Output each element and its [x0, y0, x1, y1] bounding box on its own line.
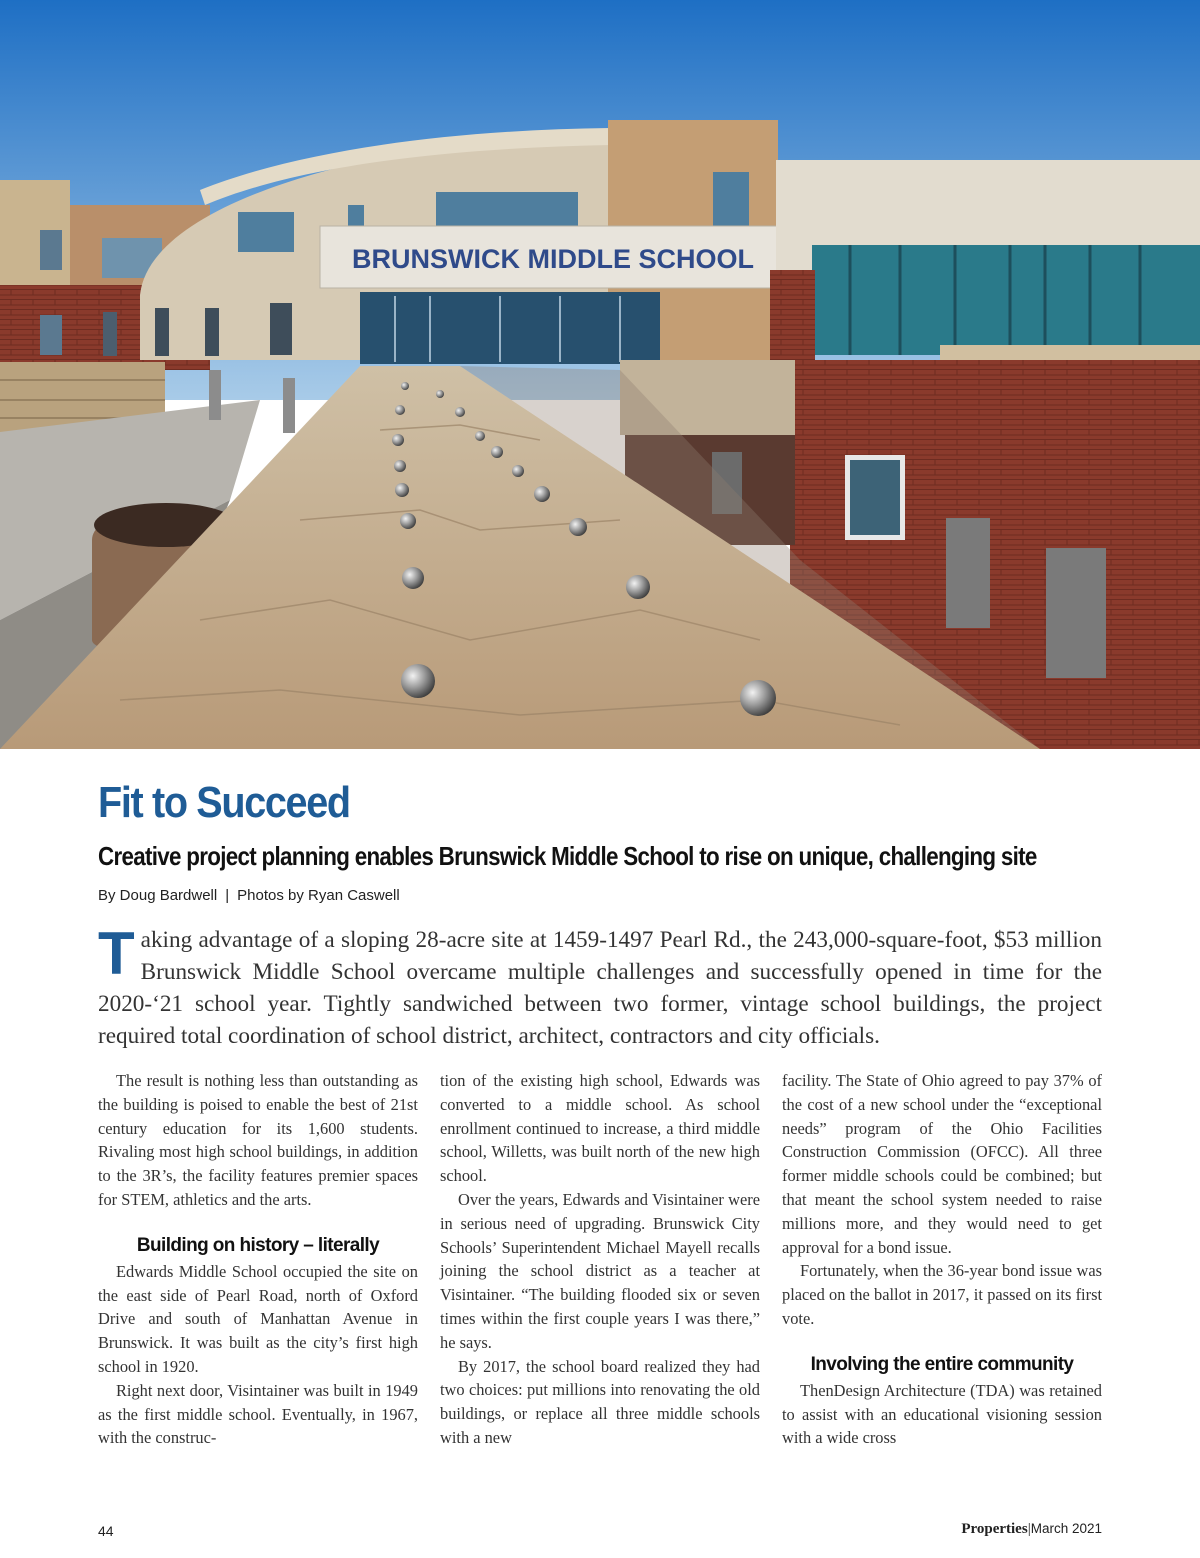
- publication-footer: [961, 1521, 1102, 1538]
- paragraph: Over the years, Edwards and Visintainer were in serious need of upgrading. Brunswick City Schools’ Superintendent Michael Mayell recalls joining the school district as a teacher at Visintainer. “The building flooded six or seven times within the first couple years I was there,” he says.: [440, 1189, 760, 1352]
- issue-date: March 2021: [1030, 1521, 1102, 1536]
- article-title: Fit to Succeed: [98, 778, 350, 827]
- footer-separator: |: [1027, 1521, 1031, 1537]
- byline: [98, 887, 400, 904]
- lead-paragraph: [98, 920, 1102, 1052]
- school-photo-illustration: [0, 0, 1200, 749]
- section-heading: Involving the entire community: [810, 1353, 1074, 1375]
- paragraph: By 2017, the school board realized they had two choices: put millions into renovating the old buildings, or replace all three middle schools with a new: [440, 1356, 760, 1447]
- page-number: 44: [98, 1523, 114, 1539]
- publication-name: Properties: [961, 1521, 1028, 1537]
- article-subtitle: Creative project planning enables Brunswick Middle School to rise on unique, challenging site: [98, 841, 1037, 871]
- drop-cap: T: [98, 920, 135, 987]
- byline-author: By Doug Bardwell: [98, 887, 218, 904]
- column-1: [98, 1069, 418, 1450]
- paragraph: The result is nothing less than outstanding as the building is poised to enable the best of 21st century education for its 1,600 students. Rivaling most high school buildings, in addition to the 3R’s, the facility features premier spaces for STEM, athletics and the arts.: [98, 1071, 418, 1209]
- paragraph: facility. The State of Ohio agreed to pay 37% of the cost of a new school under the “exceptional needs” program of the Ohio Facilities Construction Commission (OFCC). All three former middle schools could be combined; but that meant the school system needed to raise millions more, and they would need to get approval for a bond issue.: [782, 1071, 1102, 1257]
- column-3: [782, 1069, 1102, 1450]
- paragraph: Right next door, Visintainer was built in 1949 as the first middle school. Eventually, in 1967, with the construc-: [98, 1380, 418, 1448]
- hero-photo: [0, 0, 1200, 749]
- paragraph: Edwards Middle School occupied the site on the east side of Pearl Road, north of Oxford Drive and south of Manhattan Avenue in Brunswick. It was built as the city’s first high school in 1920.: [98, 1261, 418, 1376]
- paragraph: Fortunately, when the 36-year bond issue was placed on the ballot in 2017, it passed on its first vote.: [782, 1261, 1102, 1328]
- paragraph: tion of the existing high school, Edwards was converted to a middle school. As school enrollment continued to increase, a third middle school, Willetts, was built north of the new high school.: [440, 1071, 760, 1186]
- building-sign: BRUNSWICK MIDDLE SCHOOL: [352, 244, 754, 274]
- byline-photos: Photos by Ryan Caswell: [237, 887, 400, 904]
- paragraph: ThenDesign Architecture (TDA) was retained to assist with an educational visioning session with a wide cross: [782, 1380, 1102, 1448]
- section-heading: Building on history – literally: [136, 1234, 380, 1256]
- column-2: [440, 1069, 760, 1450]
- lead-text: aking advantage of a sloping 28-acre site at 1459-1497 Pearl Rd., the 243,000-square-foot, $53 million Brunswick Middle School overcame multiple challenges and successfully opened in time for the 2020-‘21 school year. Tightly sandwiched between two former, vintage school buildings, the project required total coordination of school district, architect, contractors and city officials.: [98, 927, 1102, 1049]
- byline-separator: |: [225, 887, 230, 904]
